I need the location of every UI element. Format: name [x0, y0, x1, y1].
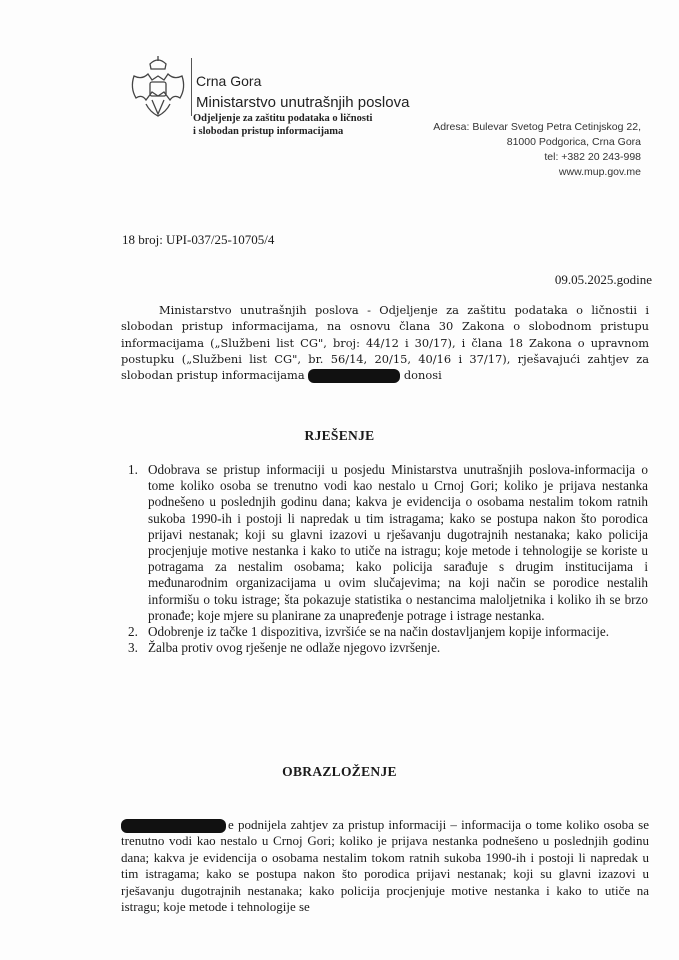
- address-city: 81000 Podgorica, Crna Gora: [506, 136, 641, 148]
- redaction-block: [308, 369, 400, 383]
- address-website: www.mup.gov.me: [558, 166, 641, 178]
- reasoning-heading: OBRAZLOŽENJE: [282, 764, 397, 779]
- montenegro-coat-of-arms-icon: [128, 54, 188, 120]
- ministry-name: Ministarstvo unutrašnjih poslova: [196, 94, 410, 111]
- department-line-2: i slobodan pristup informacijama: [193, 126, 344, 137]
- document-date: 09.05.2025.godine: [554, 272, 652, 287]
- item-text: Žalba protiv ovog rješenje ne odlaže njegovo izvršenje.: [148, 640, 441, 656]
- item-number: 3.: [128, 640, 138, 656]
- decision-item: [128, 462, 648, 624]
- address-block: [433, 120, 641, 180]
- item-text: Odobrava se pristup informaciji u posjedu Ministarstva unutrašnjih poslova-informacija o tome koliko osoba se trenutno vodi kao nestalo u Crnoj Gori; koliko je prijava nestanka podnešeno u poslednjih godinu dana; kakva je evidencija o osobama nestalim tokom ratnih sukoba 1990-ih i postoji li napredak u tim istragama; kako se postupa nakon što porodica prijavi nestanak; koji su glavni izazovi u rješavanju dugotrajnih nestanaka; kako policija procjenjuje motive nestanka i kako to utiče na istragu; koje metode i tehnologije se koriste u potragama za nestalim osobama; kako policija sarađuje s drugim institucijama i međunarodnim organizacijama u ovim slučajevima; na koji način se porodice nestalih informišu o toku istrage; šta pokazuje statistika o nestancima maloljetnika i koliko ih se brzo pronađe; koje mjere su planirane za unapređenje potrage i istrage nestanka.: [148, 462, 648, 623]
- item-text: Odobrenje iz tačke 1 dispozitiva, izvršiće se na način dostavljanjem kopije informacije.: [148, 624, 610, 640]
- department-line-1: Odjeljenje za zaštitu podataka o ličnosti: [193, 113, 373, 124]
- decision-item: [128, 624, 648, 640]
- address-phone: tel: +382 20 243-998: [544, 151, 641, 163]
- decision-items: [128, 462, 648, 656]
- letterhead-divider: [191, 58, 192, 116]
- decision-heading: RJEŠENJE: [304, 428, 375, 443]
- item-number: 2.: [128, 624, 138, 640]
- country-name: Crna Gora: [196, 73, 262, 89]
- address-street: Adresa: Bulevar Svetog Petra Cetinjskog 22,: [433, 121, 641, 133]
- intro-text-end: donosi: [403, 368, 442, 383]
- redaction-block: [121, 819, 226, 833]
- decision-item: [128, 640, 648, 656]
- intro-text: Ministarstvo unutrašnjih poslova - Odjeljenje za zaštitu podataka o ličnostii i slobodan pristup informacijama, na osnovu člana 30 Zakona o slobodnom pristupu informacijama („Službeni list CG", broj: 44/12 i 30/17), i člana 18 Zakona o upravnom postupku („Službeni list CG", br. 56/14, 20/15, 40/16 i 37/17), rješavajući zahtjev za slobodan pristup informacijama: [121, 303, 649, 383]
- reasoning-paragraph: [121, 817, 649, 915]
- reasoning-text: e podnijela zahtjev za pristup informaciji – informacija o tome koliko osoba se trenutno vodi kao nestalo u Crnoj Gori; koliko je prijava nestanka podnešeno u poslednjih godinu dana; kakva je evidencija o osobama nestalim tokom ratnih sukoba 1990-ih i postoji li napredak u tim istragama; kako se postupa nakon što porodica prijavi nestanak; koji su glavni izazovi u rješavanju dugotrajnih nestanaka; kako policija procjenjuje motive nestanka i kako to utiče na istragu; koje metode i tehnologije se: [121, 817, 649, 915]
- reference-number: 18 broj: UPI-037/25-10705/4: [122, 232, 275, 247]
- department-name: [193, 112, 372, 138]
- intro-paragraph: [121, 302, 649, 383]
- item-number: 1.: [128, 462, 138, 477]
